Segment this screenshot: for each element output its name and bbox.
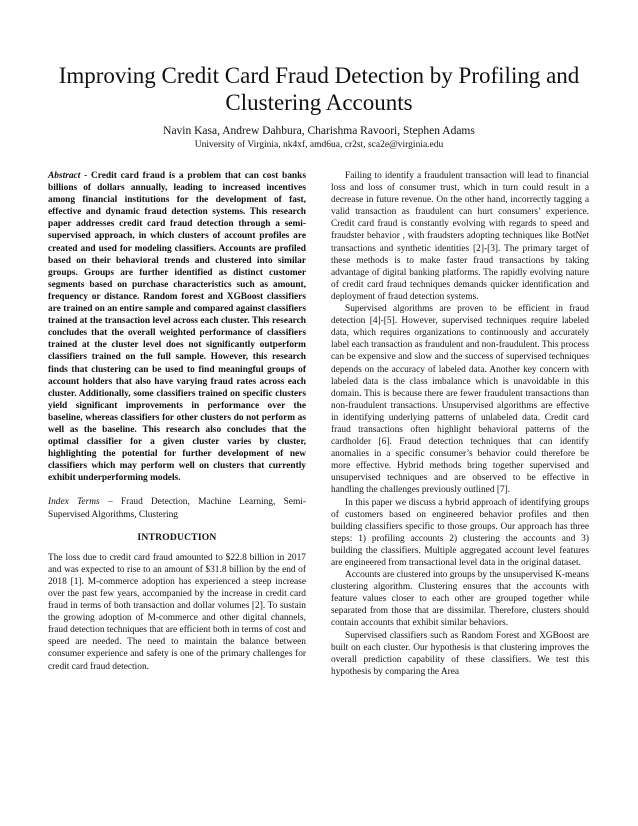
author-affiliation: University of Virginia, nk4xf, amd6ua, cr2st, sca2e@virginia.edu xyxy=(194,140,444,150)
intro-paragraph: Accounts are clustered into groups by the unsupervised K-means clustering algorithm. Clustering ensures that the accounts with feature values closer to each other are grouped together while separated from those that are dissimilar. Therefore, clusters should contain accounts that exhibit similar behaviors. xyxy=(331,570,589,629)
abstract-label: Abstract xyxy=(48,171,81,181)
abstract-separator: - xyxy=(80,171,91,181)
right-column xyxy=(331,170,589,678)
intro-paragraph: Supervised classifiers such as Random Forest and XGBoost are built on each cluster. Our hypothesis is that clustering improves the overall prediction capability of these classifiers. We test this hypothesis by comparing the Area xyxy=(331,630,589,677)
intro-paragraph: In this paper we discuss a hybrid approach of identifying groups of customers based on engineered behavior profiles and then building classifiers specific to those groups. Our approach has three steps: 1) profiling accounts 2) clustering the accounts and 3) building the classifiers. Multiple aggregated account level features are engineered from transactional level data in the original dataset. xyxy=(331,497,589,568)
left-column xyxy=(48,170,306,673)
index-terms-paragraph xyxy=(48,496,306,520)
index-terms-separator: – xyxy=(99,497,121,508)
index-terms-text: Fraud Detection, Machine Learning, Semi-Supervised Algorithms, Clustering xyxy=(48,497,306,520)
abstract-paragraph xyxy=(48,170,306,484)
intro-paragraph: Failing to identify a fraudulent transaction will lead to financial loss and loss of consumer trust, which in turn could result in a decrease in future revenue. On the other hand, incorrectly tagging a valid transaction as fraudulent can hurt consumers’ experience. Credit card fraud is constantly evolving with regards to speed and fraudster behavior , with fraudsters adopting techniques like BotNet transactions and synthetic identities [2]-[3]. The primary target of these methods is to make faster fraud transactions by taking advantage of digital banking platforms. The rapidly evolving nature of credit card fraud techniques demands quicker identification and deployment of fraud detection systems. xyxy=(331,171,589,302)
intro-paragraph: Supervised algorithms are proven to be efficient in fraud detection [4]-[5]. However, supervised techniques require labeled data, which requires organizations to continuously and accurately label each transaction as fraudulent and non-fraudulent. This process can be expensive and slow and the success of supervised techniques depends on the accuracy of labeled data. Another key concern with labeled data is the class imbalance which is unavoidable in this domain. This is because there are fewer fraudulent transactions than non-fraudulent transactions. Unsupervised algorithms are effective in identifying underlying patterns of unlabeled data. Credit card fraud transactions often highlight behavioral patterns of the cardholder [6]. Fraud detection techniques that can identify anomalies in a specific consumer’s behavior could therefore be more effective. Hybrid methods bring together supervised and unsupervised techniques and are observed to be effective in handling the challenges previously outlined [7]. xyxy=(331,304,589,496)
section-heading-introduction: INTRODUCTION xyxy=(137,531,217,543)
paper-title: Improving Credit Card Fraud Detection by Profiling and Clustering Accounts xyxy=(58,63,580,115)
intro-paragraph: The loss due to credit card fraud amounted to $22.8 billion in 2017 and was expected to rise to an amount of $31.8 billion by the end of 2018 [1]. M-commerce adoption has experienced a steep increase over the past few years, accompanied by the increase in credit card fraud in terms of both transaction and dollar volumes [2]. To sustain the growing adoption of M-commerce and other digital channels, fraud detection techniques that are efficient both in terms of cost and speed are needed. The need to maintain the balance between consumer experience and safety is one of the primary challenges for credit card fraud detection. xyxy=(48,552,306,672)
author-list: Navin Kasa, Andrew Dahbura, Charishma Ravoori, Stephen Adams xyxy=(163,125,475,137)
abstract-text: Credit card fraud is a problem that can cost banks billions of dollars annually, leading to increased incentives among financial institutions for the development of fast, effective and dynamic fraud detection systems. This research paper addresses credit card fraud detection through a semi-supervised approach, in which clusters of account profiles are created and used for modeling classifiers. Accounts are profiled based on their behavioral trends and clustered into similar groups. Groups are further identified as distinct customer segments based on purchase characteristics such as amount, frequency or distance. Random forest and XGBoost classifiers are trained on an entire sample and compared against classifiers trained at the transaction level across each cluster. This research concludes that the overall weighted performance of classifiers trained at the cluster level does not significantly outperform classifiers trained on the full sample. However, this research finds that clustering can be used to find meaningful groups of account holders that also have varying fraud rates across each cluster. Additionally, some classifiers trained on specific clusters yield significant improvements in performance over the baseline, whereas classifiers for other clusters do not perform as well as the baseline. This research also concludes that the optimal classifier for a given cluster varies by cluster, highlighting the potential for further development of new classifiers which may perform well on clusters that currently exhibit underperforming models. xyxy=(48,171,306,484)
index-terms-label: Index Terms xyxy=(48,497,100,508)
